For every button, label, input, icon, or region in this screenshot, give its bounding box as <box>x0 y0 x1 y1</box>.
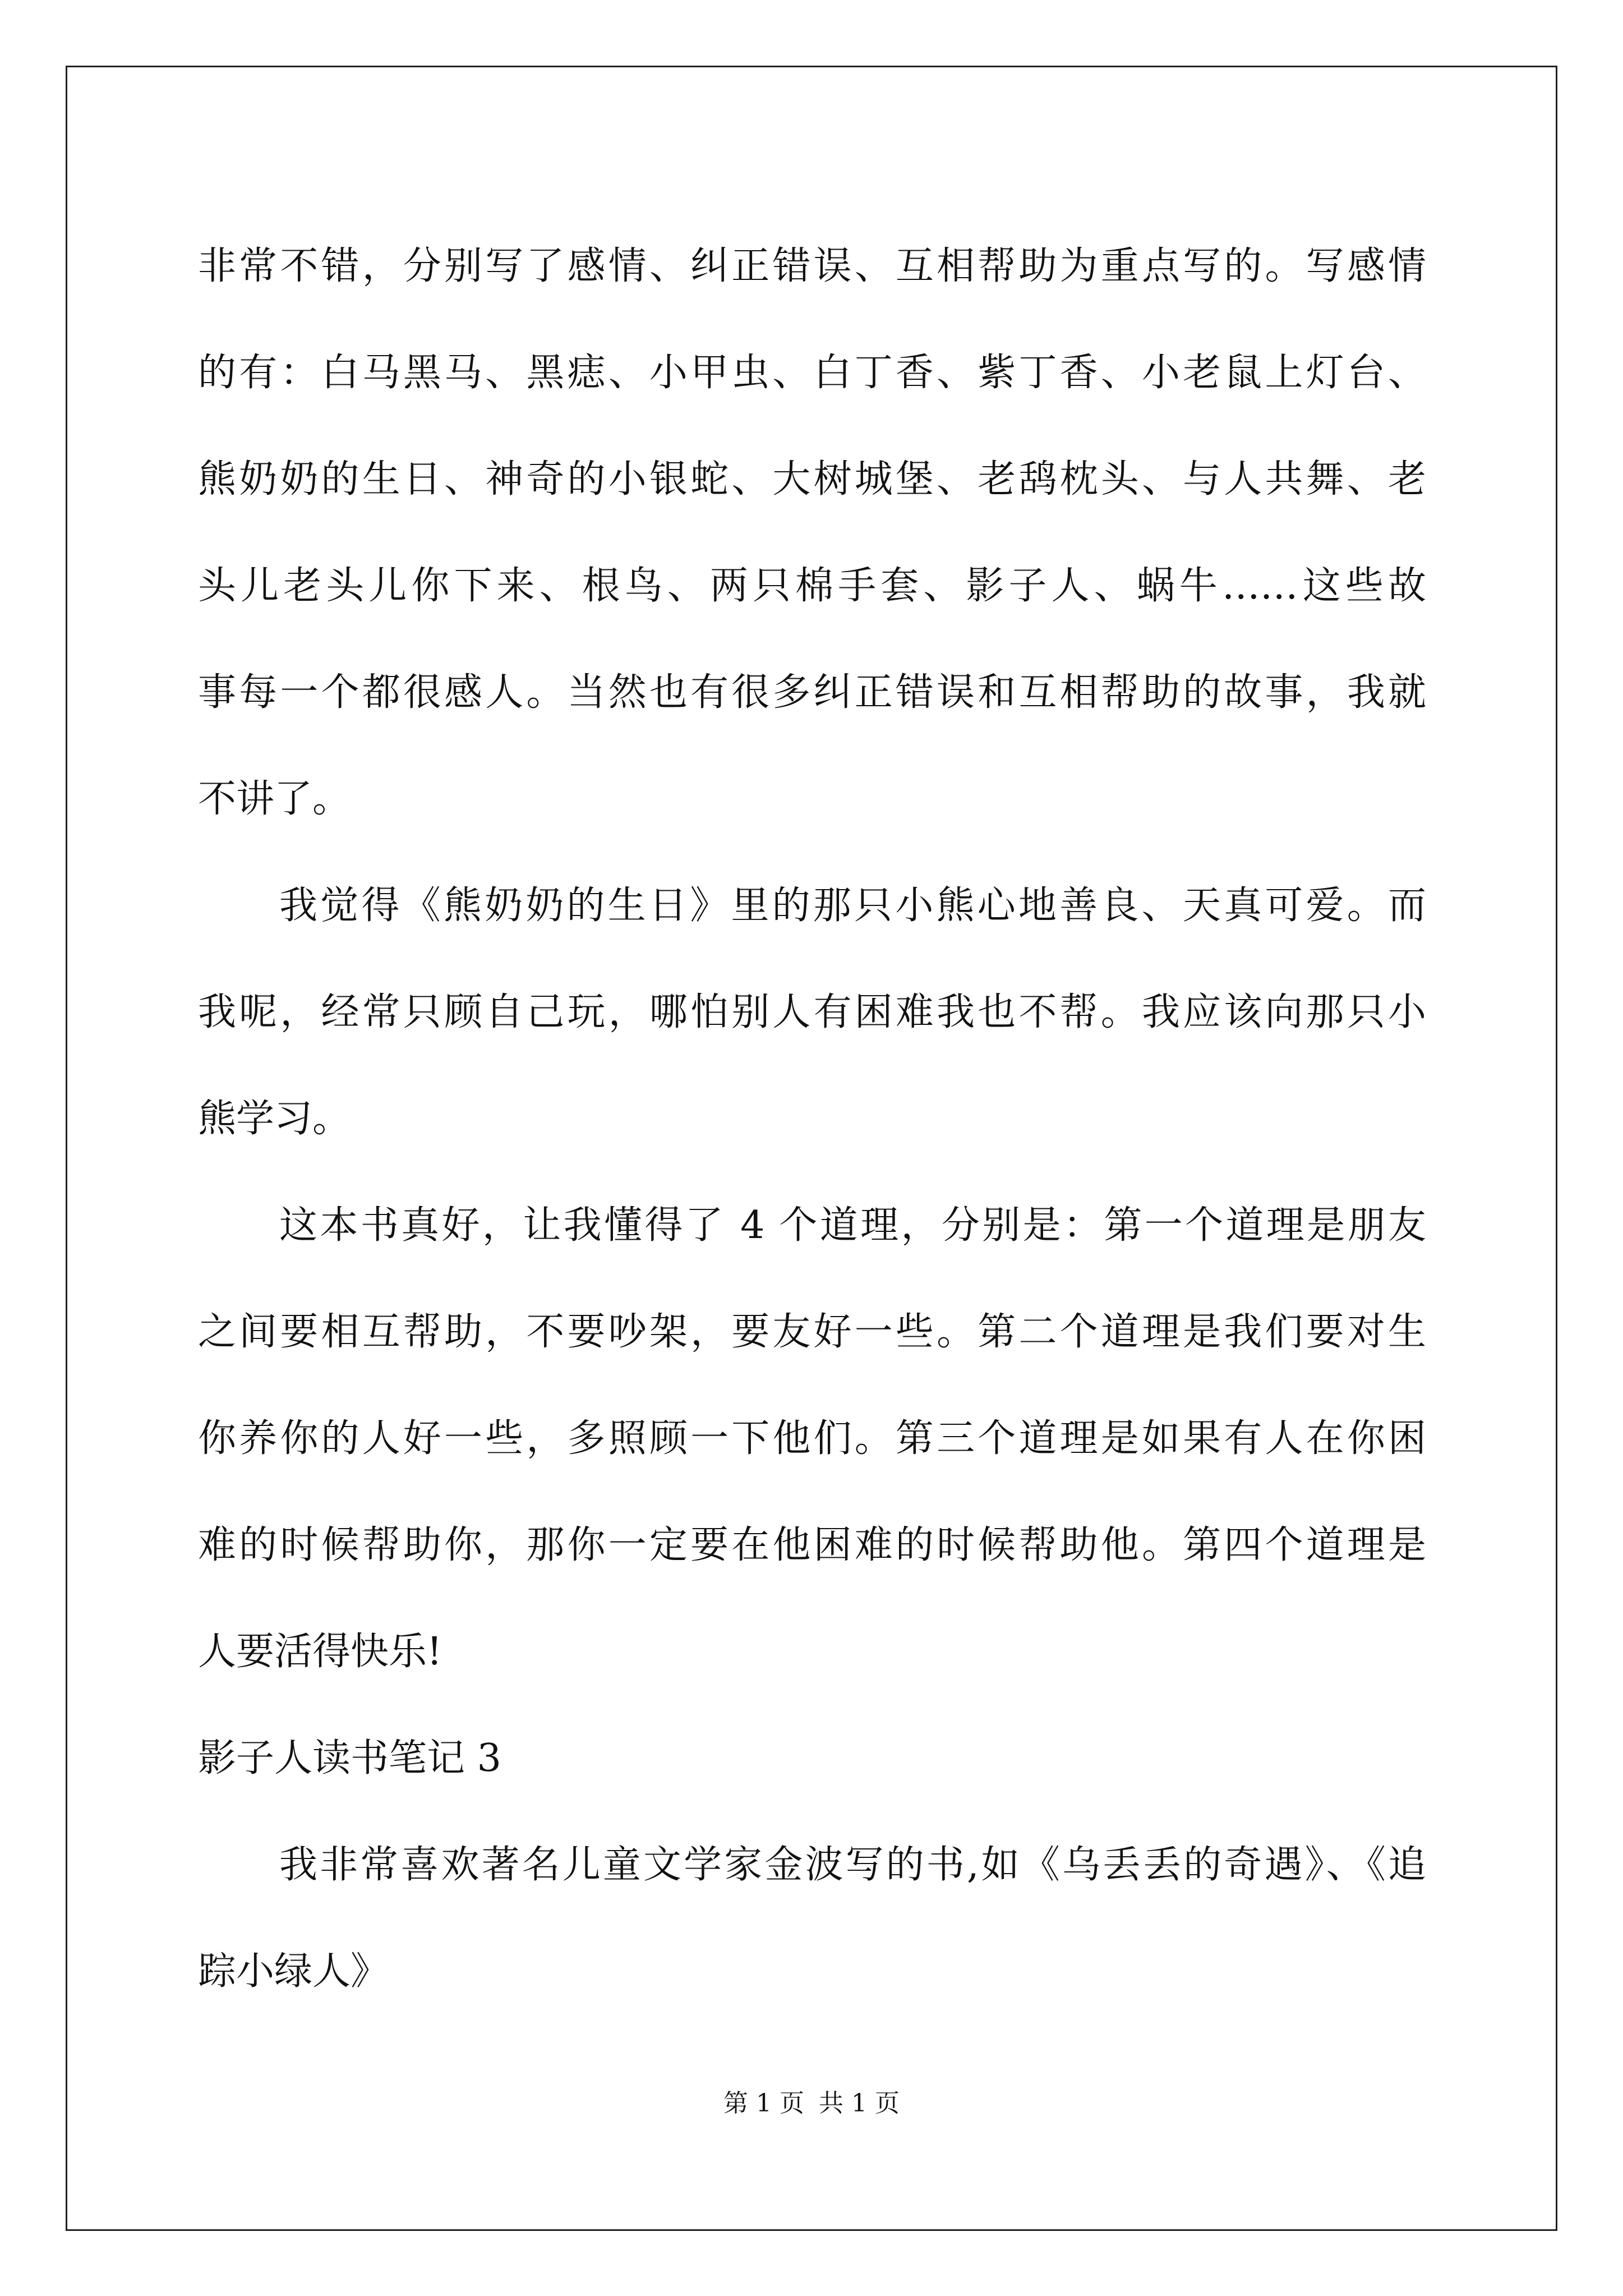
page-footer <box>0 2087 1623 2120</box>
page-number: 第 1 页 <box>723 2089 804 2118</box>
text-line: 我觉得《熊奶奶的生日》里的那只小熊心地善良、天真可爱。而 <box>279 884 1426 928</box>
text-line: 踪小绿人》 <box>198 1949 389 1994</box>
text-line: 你养你的人好一些，多照顾一下他们。第三个道理是如果有人在你困 <box>198 1416 1426 1461</box>
text-line: 我呢，经常只顾自己玩，哪怕别人有困难我也不帮。我应该向那只小 <box>198 990 1426 1034</box>
text-line: 非常不错，分别写了感情、纠正错误、互相帮助为重点写的。写感情 <box>198 244 1426 288</box>
text-line: 这本书真好，让我懂得了 4 个道理，分别是：第一个道理是朋友 <box>279 1203 1426 1248</box>
text-line: 不讲了。 <box>198 777 351 821</box>
text-line: 熊奶奶的生日、神奇的小银蛇、大树城堡、老鸹枕头、与人共舞、老 <box>198 457 1426 501</box>
text-line: 头儿老头儿你下来、根鸟、两只棉手套、影子人、蜗牛……这些故 <box>198 564 1426 608</box>
document-body <box>198 213 1426 2025</box>
text-line: 之间要相互帮助，不要吵架，要友好一些。第二个道理是我们要对生 <box>198 1310 1426 1354</box>
page-total: 共 1 页 <box>819 2089 900 2118</box>
text-line: 熊学习。 <box>198 1097 351 1141</box>
text-line: 人要活得快乐! <box>198 1630 442 1674</box>
text-line: 的有：白马黑马、黑痣、小甲虫、白丁香、紫丁香、小老鼠上灯台、 <box>198 351 1426 395</box>
text-line: 难的时候帮助你，那你一定要在他困难的时候帮助他。第四个道理是 <box>198 1523 1426 1567</box>
section-title: 影子人读书笔记 3 <box>198 1736 501 1780</box>
text-line: 我非常喜欢著名儿童文学家金波写的书,如《乌丢丢的奇遇》、《追 <box>279 1843 1426 1887</box>
text-line: 事每一个都很感人。当然也有很多纠正错误和互相帮助的故事，我就 <box>198 670 1426 715</box>
